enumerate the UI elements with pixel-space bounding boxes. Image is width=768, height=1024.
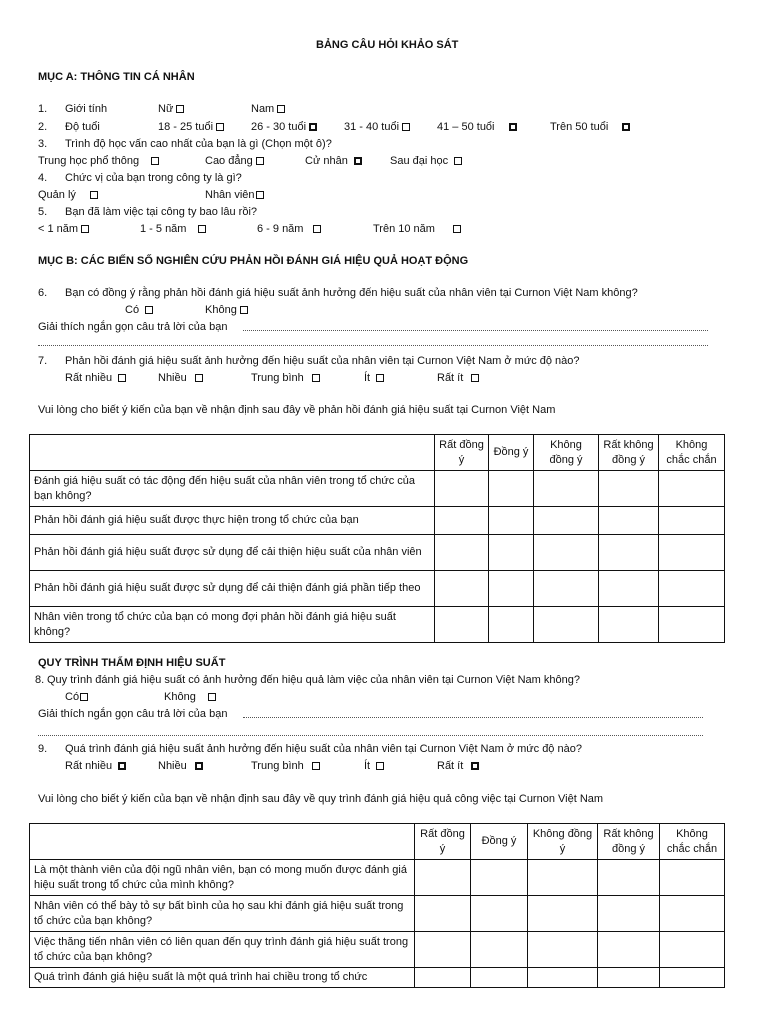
q7-option[interactable]	[158, 371, 203, 385]
q3-option[interactable]	[205, 154, 264, 168]
option-label: Trung bình	[251, 760, 304, 772]
header-blank	[30, 824, 415, 860]
answer-cell[interactable]	[534, 535, 599, 571]
option-label: 41 – 50 tuổi	[437, 121, 495, 133]
checkbox[interactable]	[454, 157, 462, 165]
q9-option[interactable]	[251, 759, 320, 773]
checkbox[interactable]	[313, 225, 321, 233]
header-cell: Đồng ý	[471, 824, 528, 860]
answer-cell[interactable]	[415, 860, 471, 896]
q9-number: 9.	[38, 743, 48, 755]
checkbox[interactable]	[208, 693, 216, 701]
option-label: Rất nhiều	[65, 760, 113, 772]
statement-cell: Đánh giá hiệu suất có tác động đến hiệu suất của nhân viên trong tổ chức của bạn không?	[30, 471, 435, 507]
q3-option[interactable]	[38, 154, 159, 168]
option-label: Rất ít	[437, 760, 464, 772]
checkbox[interactable]	[622, 123, 630, 131]
q6-answer-line[interactable]	[38, 345, 708, 346]
option-label: 31 - 40 tuổi	[344, 121, 400, 133]
q4-option[interactable]	[38, 188, 98, 202]
checkbox[interactable]	[240, 306, 248, 314]
table-row	[30, 932, 725, 968]
option-label: < 1 năm	[38, 223, 79, 235]
answer-cell[interactable]	[528, 896, 598, 932]
q1-text: Giới tính	[65, 103, 108, 115]
q5-option[interactable]	[140, 222, 206, 236]
q2-text: Độ tuổi	[65, 121, 100, 133]
header-cell: Không chắc chắn	[659, 435, 725, 471]
answer-cell[interactable]	[471, 932, 528, 968]
answer-cell[interactable]	[534, 607, 599, 643]
checkbox[interactable]	[509, 123, 517, 131]
answer-cell[interactable]	[489, 571, 534, 607]
answer-cell[interactable]	[435, 571, 489, 607]
header-cell: Đồng ý	[489, 435, 534, 471]
q3-option[interactable]	[390, 154, 462, 168]
option-label: Cao đẳng	[205, 155, 253, 167]
answer-cell[interactable]	[471, 860, 528, 896]
q5-number: 5.	[38, 206, 48, 218]
option-label: Ít	[364, 372, 371, 384]
q8-answer-line[interactable]	[38, 735, 703, 736]
checkbox[interactable]	[81, 225, 89, 233]
q7-number: 7.	[38, 355, 48, 367]
header-cell: Không đồng ý	[534, 435, 599, 471]
answer-cell[interactable]	[599, 571, 659, 607]
q2-option[interactable]	[550, 120, 630, 134]
section-b-instruction: Vui lòng cho biết ý kiến của bạn về nhận định sau đây về phản hồi đánh giá hiệu suất tại Curnon Việt Nam	[38, 404, 556, 416]
checkbox[interactable]	[309, 123, 317, 131]
statement-cell: Quá trình đánh giá hiệu suất là một quá trình hai chiều trong tổ chức	[30, 968, 415, 988]
q2-option[interactable]	[158, 120, 224, 134]
checkbox[interactable]	[118, 374, 126, 382]
answer-cell[interactable]	[471, 968, 528, 988]
q1-option[interactable]	[251, 102, 285, 116]
table-header-row	[30, 435, 725, 471]
q9-text: Quá trình đánh giá hiệu suất ảnh hưởng đến hiệu suất của nhân viên tại Curnon Việt Nam ở mức độ nào?	[65, 743, 582, 755]
q8-text: Quy trình đánh giá hiệu suất có ảnh hưởng đến hiệu quả làm việc của nhân viên tại Curnon Việt Nam không?	[47, 674, 580, 686]
answer-cell[interactable]	[598, 860, 660, 896]
header-cell: Không chắc chắn	[660, 824, 725, 860]
option-label: Ít	[364, 760, 371, 772]
header-cell: Rất đồng ý	[435, 435, 489, 471]
appraisal-rating-table	[29, 823, 725, 988]
statement-cell: Phản hồi đánh giá hiệu suất được sử dụng để cải thiện hiệu suất của nhân viên	[30, 535, 435, 571]
statement-cell: Việc thăng tiến nhân viên có liên quan đến quy trình đánh giá hiệu suất trong tổ chức của bạn không?	[30, 932, 415, 968]
answer-cell[interactable]	[471, 896, 528, 932]
checkbox[interactable]	[453, 225, 461, 233]
checkbox[interactable]	[402, 123, 410, 131]
answer-cell[interactable]	[489, 607, 534, 643]
answer-cell[interactable]	[534, 571, 599, 607]
statement-cell: Phản hồi đánh giá hiệu suất được sử dụng để cải thiện đánh giá phần tiếp theo	[30, 571, 435, 607]
q7-text: Phản hồi đánh giá hiệu suất ảnh hưởng đến hiệu suất của nhân viên tại Curnon Việt Nam ở mức độ nào?	[65, 355, 580, 367]
q5-option[interactable]	[257, 222, 321, 236]
answer-cell[interactable]	[599, 507, 659, 535]
answer-cell[interactable]	[599, 535, 659, 571]
section-b-heading: MỤC B: CÁC BIẾN SỐ NGHIÊN CỨU PHẢN HỒI ĐÁNH GIÁ HIỆU QUẢ HOẠT ĐỘNG	[38, 255, 469, 267]
table-row	[30, 896, 725, 932]
q2-option[interactable]	[344, 120, 410, 134]
q6-text: Bạn có đồng ý rằng phản hồi đánh giá hiệu suất ảnh hưởng đến hiệu suất của nhân viên tại Curnon Việt Nam không?	[65, 287, 638, 299]
answer-cell[interactable]	[660, 932, 725, 968]
option-label: Quản lý	[38, 189, 76, 201]
option-label: Nhân viên	[205, 189, 255, 201]
checkbox[interactable]	[471, 374, 479, 382]
q2-option[interactable]	[251, 120, 317, 134]
answer-cell[interactable]	[659, 471, 725, 507]
statement-cell: Nhân viên trong tổ chức của bạn có mong đợi phản hồi đánh giá hiệu suất không?	[30, 607, 435, 643]
option-label: Nam	[251, 103, 275, 115]
checkbox[interactable]	[145, 306, 153, 314]
option-label: 6 - 9 năm	[257, 223, 304, 235]
answer-cell[interactable]	[598, 896, 660, 932]
q9-option[interactable]	[364, 759, 384, 773]
answer-cell[interactable]	[659, 607, 725, 643]
header-cell: Rất không đồng ý	[599, 435, 659, 471]
option-label: Trung bình	[251, 372, 304, 384]
answer-cell[interactable]	[435, 471, 489, 507]
q9-option[interactable]	[437, 759, 479, 773]
q5-text: Bạn đã làm việc tại công ty bao lâu rồi?	[65, 206, 258, 218]
q2-number: 2.	[38, 121, 48, 133]
option-label: Có	[65, 691, 80, 703]
page-title: BẢNG CÂU HỎI KHẢO SÁT	[316, 39, 459, 51]
option-label: Trên 50 tuổi	[550, 121, 609, 133]
option-label: Trung học phổ thông	[38, 155, 140, 167]
q4-text: Chức vị của bạn trong công ty là gì?	[65, 172, 242, 184]
answer-cell[interactable]	[415, 896, 471, 932]
answer-cell[interactable]	[435, 535, 489, 571]
checkbox[interactable]	[176, 105, 184, 113]
table-row	[30, 507, 725, 535]
checkbox[interactable]	[90, 191, 98, 199]
option-label: Rất ít	[437, 372, 464, 384]
option-label: Nhiều	[158, 372, 187, 384]
q6-option[interactable]	[205, 303, 248, 317]
header-blank	[30, 435, 435, 471]
q6-option[interactable]	[125, 303, 153, 317]
answer-cell[interactable]	[599, 471, 659, 507]
answer-cell[interactable]	[660, 968, 725, 988]
q4-number: 4.	[38, 172, 48, 184]
answer-cell[interactable]	[528, 860, 598, 896]
option-label: Rất nhiều	[65, 372, 113, 384]
checkbox[interactable]	[277, 105, 285, 113]
option-label: Nữ	[158, 103, 174, 115]
feedback-rating-table	[29, 434, 725, 643]
checkbox[interactable]	[376, 762, 384, 770]
header-cell: Không đồng ý	[528, 824, 598, 860]
q8-explain-label: Giải thích ngắn gọn câu trả lời của bạn	[38, 708, 228, 720]
table-row	[30, 607, 725, 643]
checkbox[interactable]	[256, 191, 264, 199]
section-a-heading: MỤC A: THÔNG TIN CÁ NHÂN	[38, 71, 195, 83]
statement-cell: Nhân viên có thể bày tỏ sự bất bình của họ sau khi đánh giá hiệu suất trong tổ chức của bạn không?	[30, 896, 415, 932]
table-row	[30, 571, 725, 607]
q5-option[interactable]	[38, 222, 89, 236]
q6-number: 6.	[38, 287, 48, 299]
option-label: Cử nhân	[305, 155, 348, 167]
answer-cell[interactable]	[435, 507, 489, 535]
table-row	[30, 535, 725, 571]
q2-option[interactable]	[437, 120, 517, 134]
answer-cell[interactable]	[489, 471, 534, 507]
q5-option[interactable]	[373, 222, 461, 236]
checkbox[interactable]	[198, 225, 206, 233]
answer-cell[interactable]	[599, 607, 659, 643]
option-label: Có	[125, 304, 140, 316]
table-header-row	[30, 824, 725, 860]
q3-number: 3.	[38, 138, 48, 150]
q7-option[interactable]	[251, 371, 320, 385]
q7-option[interactable]	[437, 371, 479, 385]
q9-option[interactable]	[65, 759, 126, 773]
answer-cell[interactable]	[659, 571, 725, 607]
option-label: 1 - 5 năm	[140, 223, 187, 235]
answer-cell[interactable]	[415, 968, 471, 988]
option-label: Nhiều	[158, 760, 187, 772]
answer-cell[interactable]	[534, 507, 599, 535]
checkbox[interactable]	[216, 123, 224, 131]
q3-text: Trình độ học vấn cao nhất của bạn là gì (Chọn một ô)?	[65, 138, 332, 150]
answer-cell[interactable]	[489, 507, 534, 535]
answer-cell[interactable]	[435, 607, 489, 643]
section-c-heading: QUY TRÌNH THẨM ĐỊNH HIỆU SUẤT	[38, 657, 226, 669]
option-label: Không	[205, 304, 237, 316]
statement-cell: Là một thành viên của đội ngũ nhân viên, bạn có mong muốn được đánh giá hiệu suất trong tổ chức của mình không?	[30, 860, 415, 896]
q8-answer-line[interactable]	[243, 717, 703, 718]
checkbox[interactable]	[471, 762, 479, 770]
q8-option[interactable]	[164, 690, 216, 704]
q1-option[interactable]	[158, 102, 184, 116]
q7-option[interactable]	[364, 371, 384, 385]
table-row	[30, 968, 725, 988]
q4-option[interactable]	[205, 188, 264, 202]
answer-cell[interactable]	[660, 860, 725, 896]
checkbox[interactable]	[151, 157, 159, 165]
q6-answer-line[interactable]	[243, 330, 708, 331]
checkbox[interactable]	[195, 374, 203, 382]
option-label: Trên 10 năm	[373, 223, 435, 235]
option-label: 26 - 30 tuổi	[251, 121, 307, 133]
checkbox[interactable]	[312, 762, 320, 770]
option-label: Không	[164, 691, 196, 703]
option-label: 18 - 25 tuổi	[158, 121, 214, 133]
answer-cell[interactable]	[528, 932, 598, 968]
q8-option[interactable]	[65, 690, 88, 704]
header-cell: Rất đồng ý	[415, 824, 471, 860]
q6-explain-label: Giải thích ngắn gọn câu trả lời của bạn	[38, 321, 228, 333]
table-row	[30, 860, 725, 896]
answer-cell[interactable]	[659, 535, 725, 571]
option-label: Sau đại học	[390, 155, 449, 167]
answer-cell[interactable]	[598, 968, 660, 988]
checkbox[interactable]	[376, 374, 384, 382]
q8-number: 8.	[35, 674, 45, 686]
checkbox[interactable]	[118, 762, 126, 770]
checkbox[interactable]	[195, 762, 203, 770]
answer-cell[interactable]	[489, 535, 534, 571]
q3-option[interactable]	[305, 154, 362, 168]
answer-cell[interactable]	[534, 471, 599, 507]
checkbox[interactable]	[80, 693, 88, 701]
q1-number: 1.	[38, 103, 48, 115]
answer-cell[interactable]	[659, 507, 725, 535]
answer-cell[interactable]	[598, 932, 660, 968]
answer-cell[interactable]	[528, 968, 598, 988]
q7-option[interactable]	[65, 371, 126, 385]
checkbox[interactable]	[256, 157, 264, 165]
header-cell: Rất không đồng ý	[598, 824, 660, 860]
checkbox[interactable]	[312, 374, 320, 382]
section-c-instruction: Vui lòng cho biết ý kiến của bạn về nhận định sau đây về quy trình đánh giá hiệu quả công việc tại Curnon Việt Nam	[38, 793, 604, 805]
checkbox[interactable]	[354, 157, 362, 165]
answer-cell[interactable]	[660, 896, 725, 932]
statement-cell: Phản hồi đánh giá hiệu suất được thực hiện trong tổ chức của bạn	[30, 507, 435, 535]
table-row	[30, 471, 725, 507]
answer-cell[interactable]	[415, 932, 471, 968]
q9-option[interactable]	[158, 759, 203, 773]
